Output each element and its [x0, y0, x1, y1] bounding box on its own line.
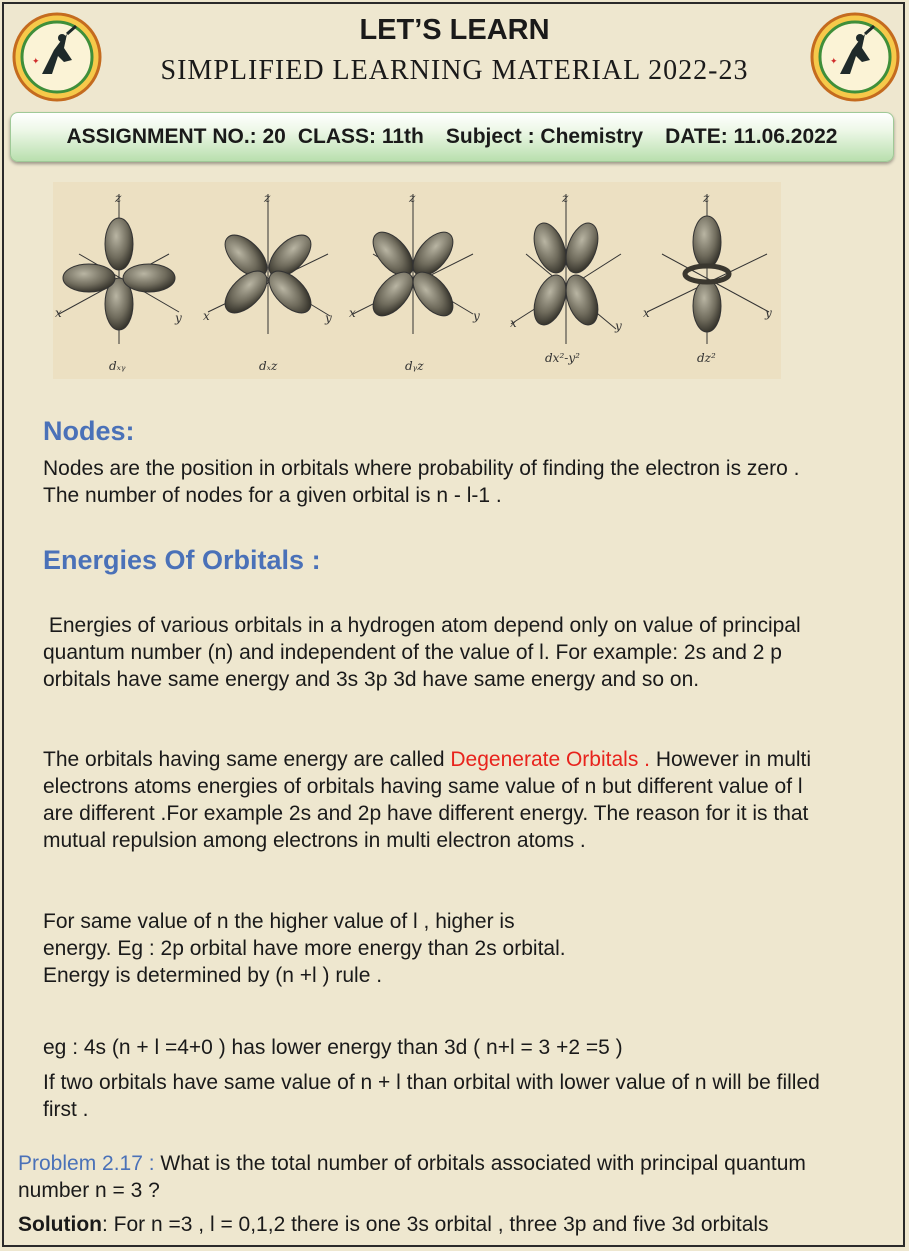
axis-x-label-3: x — [349, 306, 356, 320]
energies-paragraph-4: If two orbitals have same value of n + l than orbital with lower value of n will be filled first . — [43, 1071, 820, 1121]
orbital-label-dxz: dₓz — [259, 359, 278, 373]
orbital-label-dyz: dᵧz — [405, 359, 424, 373]
assignment-number: ASSIGNMENT NO.: 20 — [66, 125, 286, 148]
solution-line — [18, 1211, 878, 1238]
degenerate-intro: The orbitals having same energy are called — [43, 748, 451, 771]
dyz-orbital — [353, 194, 473, 334]
problem-statement — [18, 1150, 878, 1204]
assignment-bar — [10, 112, 894, 162]
axis-y-label-5: y — [765, 306, 772, 320]
degenerate-rest: However in multi electrons atoms energies of orbitals having same value of n but different value of l are different .For example 2s and 2p have different energy. The reason for it is that mutual repulsion among electrons in multi electron atoms . — [43, 748, 812, 852]
rule-line-3: Energy is determined by (n +l ) rule . — [43, 964, 383, 987]
problem-question: What is the total number of orbitals associated with principal quantum number n = 3 ? — [18, 1152, 806, 1202]
dx2-y2-orbital — [511, 194, 621, 344]
nodes-body: Nodes are the position in orbitals where probability of finding the electron is zero . The number of nodes for a given orbital is n - l-1 . — [43, 457, 800, 507]
assignment-class: CLASS: 11th — [297, 125, 424, 148]
svg-text:✦: ✦ — [32, 57, 40, 67]
axis-x-label-4: x — [510, 316, 517, 330]
energies-paragraph-1: Energies of various orbitals in a hydrogen atom depend only on value of principal quantum number (n) and independent of the value of l. For example: 2s and 2 p orbitals have same energy and 3s 3p 3d have same energy and so on. — [43, 614, 807, 691]
solution-label: Solution — [18, 1213, 102, 1236]
rule-line-1: For same value of n the higher value of l , higher is — [43, 910, 515, 933]
orbital-label-dxy: dₓᵧ — [109, 359, 126, 373]
page-subtitle: SIMPLIFIED LEARNING MATERIAL 2022-23 — [160, 55, 749, 86]
energy-example: eg : 4s (n + l =4+0 ) has lower energy than 3d ( n+l = 3 +2 =5 ) — [43, 1036, 623, 1059]
d-orbitals-figure — [53, 182, 781, 379]
assignment-subject: Subject : Chemistry — [445, 125, 644, 148]
axis-z-label-3: z — [409, 191, 416, 205]
orbital-label-dx2y2: dx²-y² — [545, 351, 580, 365]
assignment-date: DATE: 11.06.2022 — [665, 125, 838, 148]
dxy-orbital — [59, 194, 179, 344]
axis-x-label-5: x — [643, 306, 650, 320]
degenerate-orbitals-term: Degenerate Orbitals . — [450, 748, 650, 771]
axis-z-label-4: z — [562, 191, 569, 205]
axis-y-label-1: y — [175, 311, 182, 325]
axis-x-label-1: x — [55, 306, 62, 320]
rule-line-2: energy. Eg : 2p orbital have more energy than 2s orbital. — [43, 937, 566, 960]
axis-y-label-3: y — [473, 309, 480, 323]
dz2-orbital — [647, 194, 769, 344]
axis-x-label-2: x — [203, 309, 210, 323]
axis-y-label-4: y — [615, 319, 622, 333]
energies-paragraph-3 — [43, 908, 863, 989]
energies-heading: Energies Of Orbitals : — [43, 545, 321, 575]
svg-text:✦: ✦ — [830, 57, 838, 67]
dxz-orbital — [208, 194, 330, 334]
energies-paragraph-2 — [43, 746, 833, 854]
axis-z-label-1: z — [115, 191, 122, 205]
nodes-heading: Nodes: — [43, 416, 135, 446]
page-title: LET’S LEARN — [359, 14, 550, 46]
solution-text: : For n =3 , l = 0,1,2 there is one 3s orbital , three 3p and five 3d orbitals — [101, 1213, 769, 1236]
axis-y-label-2: y — [325, 311, 332, 325]
axis-z-label-2: z — [264, 191, 271, 205]
orbital-label-dz2: dz² — [697, 351, 716, 365]
axis-z-label-5: z — [703, 191, 710, 205]
problem-label: Problem 2.17 : — [18, 1152, 155, 1175]
